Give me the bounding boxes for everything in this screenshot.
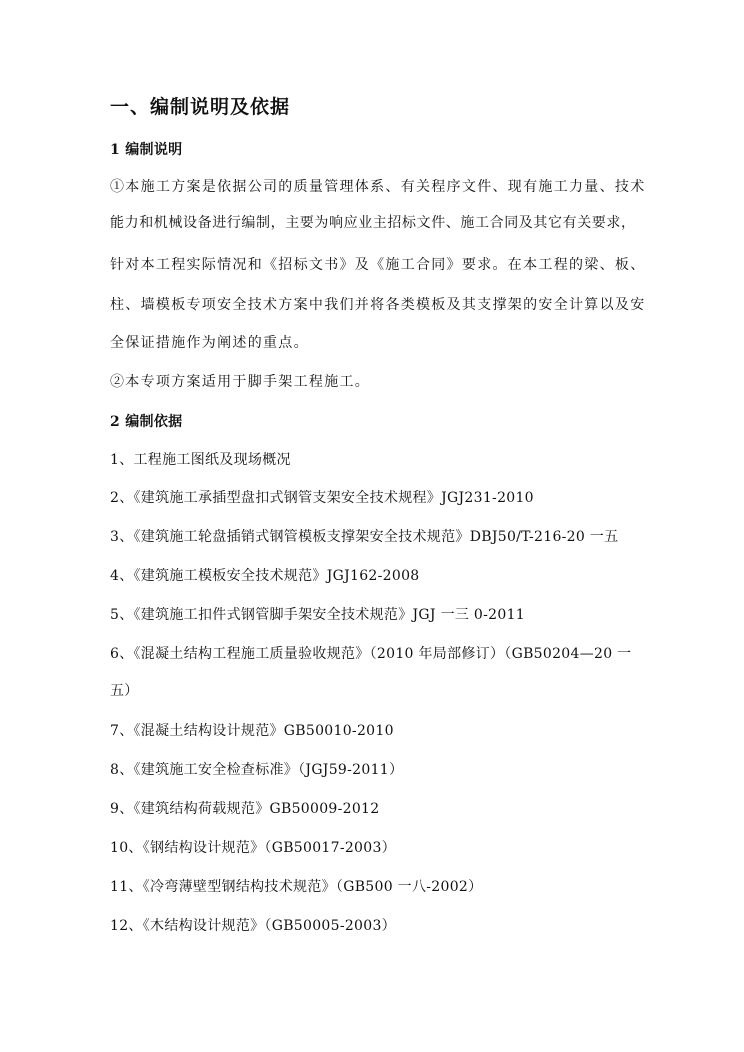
- list-item: 5、《建筑施工扣件式钢管脚手架安全技术规范》JGJ 一三 0-2011: [110, 607, 525, 623]
- list-item: 7、《混凝土结构设计规范》GB50010-2010: [110, 723, 394, 739]
- paragraph-line: 针对本工程实际情况和《招标文书》及《施工合同》要求。在本工程的梁、板、: [110, 257, 646, 273]
- paragraph-line: ②本专项方案适用于脚手架工程施工。: [110, 374, 371, 390]
- list-item: 10、《钢结构设计规范》（GB50017-2003）: [110, 840, 396, 856]
- paragraph-line: 全保证措施作为阐述的重点。: [110, 335, 309, 351]
- list-item: 3、《建筑施工轮盘插销式钢管模板支撑架安全技术规范》DBJ50/T-216-20 一五: [110, 529, 619, 545]
- list-item: 9、《建筑结构荷载规范》GB50009-2012: [110, 801, 380, 817]
- page-heading: 一、编制说明及依据: [110, 96, 291, 118]
- section-1-title: 1 编制说明: [110, 142, 183, 158]
- paragraph-line: 柱、墙模板专项安全技术方案中我们并将各类模板及其支撑架的安全计算以及安: [110, 297, 646, 313]
- paragraph-line: ①本施工方案是依据公司的质量管理体系、有关程序文件、现有施工力量、技术: [110, 179, 646, 195]
- list-item: 1、工程施工图纸及现场概况: [110, 452, 291, 468]
- section-2-title: 2 编制依据: [110, 414, 183, 430]
- list-item: 4、《建筑施工模板安全技术规范》JGJ162-2008: [110, 568, 420, 584]
- list-item-continuation: 五）: [110, 683, 139, 699]
- list-item: 12、《木结构设计规范》（GB50005-2003）: [110, 918, 396, 934]
- list-item: 6、《混凝土结构工程施工质量验收规范》（2010 年局部修订）（GB50204—20 一: [110, 646, 632, 662]
- list-item: 11、《冷弯薄壁型钢结构技术规范》（GB500 一八-2002）: [110, 879, 483, 895]
- paragraph-line: 能力和机械设备进行编制，主要为响应业主招标文件、施工合同及其它有关要求，: [110, 215, 636, 231]
- list-item: 2、《建筑施工承插型盘扣式钢管支架安全技术规程》JGJ231-2010: [110, 490, 534, 506]
- list-item: 8、《建筑施工安全检查标准》（JGJ59-2011）: [110, 762, 404, 778]
